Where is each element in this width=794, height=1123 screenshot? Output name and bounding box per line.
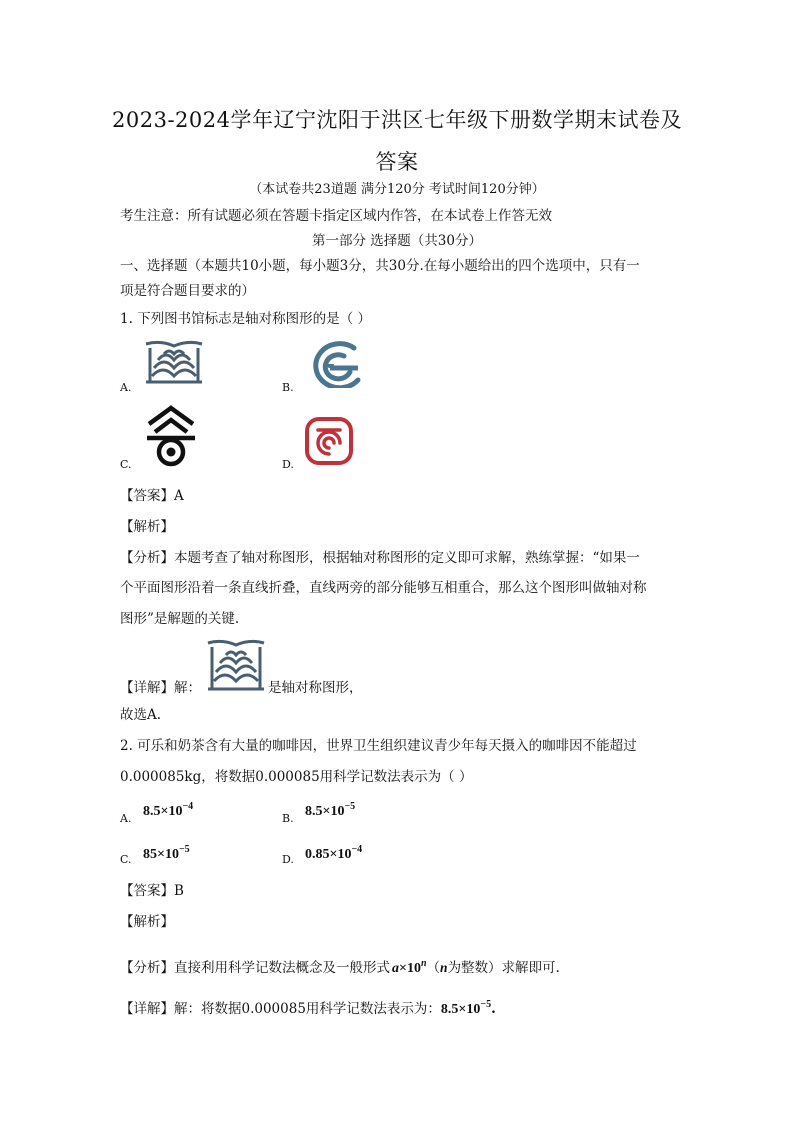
question-1-stem: 1. 下列图书馆标志是轴对称图形的是（ ） — [120, 311, 371, 327]
q2-xiangjie-value: $8.5\times 10^{-5}$ — [440, 999, 492, 1017]
spiral-c-logo-icon — [304, 338, 362, 388]
question-1-fenxi-line3: 图形”是解题的关键. — [120, 611, 240, 627]
exam-subtitle: （本试卷共23道题 满分120分 考试时间120分钟） — [249, 182, 545, 197]
book-wave-logo-icon — [142, 338, 206, 386]
section-heading-line2: 项是符合题目要求的） — [120, 283, 255, 299]
question-2-fenxi — [120, 955, 560, 978]
q2-option-a-label: A. — [120, 812, 132, 825]
q2-option-c-label: C. — [120, 853, 132, 866]
option-a-label: A. — [120, 381, 132, 394]
option-c-label: C. — [120, 458, 132, 471]
q2-option-c-value: $85\times 10^{-5}$ — [143, 844, 190, 862]
q2-fenxi-prefix: 【分析】直接利用科学记数法概念及一般形式 — [120, 960, 390, 976]
question-2-analysis-heading: 【解析】 — [120, 914, 174, 930]
q2-option-a-value: $8.5\times 10^{-4}$ — [143, 801, 194, 819]
q2-general-form: $a\times 10^n$ — [392, 958, 427, 976]
option-b-label: B. — [282, 381, 294, 394]
house-eye-logo-icon — [143, 404, 199, 468]
option-d-label: D. — [282, 458, 294, 471]
question-1-xiangjie-suffix: 是轴对称图形， — [268, 680, 363, 696]
question-2-xiangjie — [120, 996, 496, 1019]
q2-option-d-label: D. — [282, 853, 294, 866]
question-2-stem-line1: 2. 可乐和奶茶含有大量的咖啡因，世界卫生组织建议青少年每天摄入的咖啡因不能超过 — [120, 738, 637, 754]
question-1-conclusion: 故选A. — [120, 707, 162, 723]
q2-fenxi-n: n — [440, 960, 448, 975]
question-2-answer: 【答案】B — [120, 883, 184, 899]
exam-notice: 考生注意：所有试题必须在答题卡指定区域内作答，在本试卷上作答无效 — [120, 208, 552, 224]
question-2-stem-line2: 0.000085kg，将数据0.000085用科学记数法表示为（ ） — [120, 769, 473, 785]
q2-fenxi-rest: 为整数）求解即可. — [447, 960, 560, 976]
question-1-fenxi-line1: 【分析】本题考查了轴对称图形，根据轴对称图形的定义即可求解，熟练掌握：“如果一 — [120, 550, 640, 566]
q2-option-d-value: $0.85\times 10^{-4}$ — [305, 844, 363, 862]
q2-xiangjie-prefix: 【详解】解：将数据0.000085用科学记数法表示为： — [120, 1001, 441, 1017]
page-title-continued: 答案 — [375, 150, 419, 174]
q2-fenxi-paren: （ — [426, 960, 441, 976]
page-title: 2023-2024学年辽宁沈阳于洪区七年级下册数学期末试卷及 — [112, 108, 682, 132]
q2-option-b-value: $8.5\times 10^{-5}$ — [305, 801, 356, 819]
question-1-analysis-heading: 【解析】 — [120, 519, 174, 535]
question-1-xiangjie-prefix: 【详解】解： — [120, 680, 201, 696]
question-1-fenxi-line2: 个平面图形沿着一条直线折叠，直线两旁的部分能够互相重合，那么这个图形叫做轴对称 — [120, 580, 647, 596]
red-seal-logo-icon — [304, 416, 354, 466]
part-heading: 第一部分 选择题（共30分） — [312, 233, 482, 249]
q2-xiangjie-end: . — [491, 1001, 496, 1017]
section-heading-line1: 一、选择题（本题共10小题，每小题3分，共30分.在每小题给出的四个选项中，只有一 — [120, 258, 640, 274]
book-wave-logo-inline-icon — [204, 637, 268, 693]
q2-option-b-label: B. — [282, 812, 294, 825]
question-1-answer: 【答案】A — [120, 488, 184, 504]
